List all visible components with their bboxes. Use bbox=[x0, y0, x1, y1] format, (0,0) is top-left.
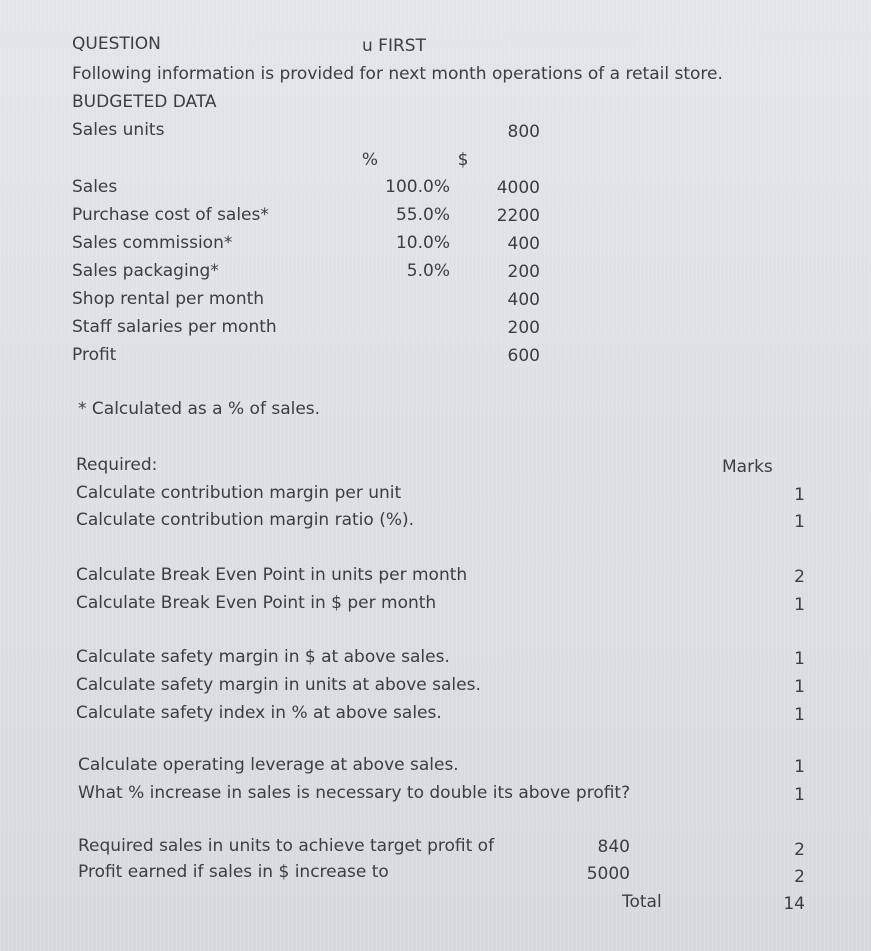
requirement-marks: 1 bbox=[794, 512, 805, 532]
requirement-text: Calculate safety margin in units at above sales. bbox=[76, 675, 481, 695]
requirement-text: Calculate safety index in % at above sales. bbox=[76, 703, 442, 723]
row-amount: 200 bbox=[507, 262, 540, 282]
student-name: u FIRST bbox=[362, 36, 426, 56]
requirement-text: Required sales in units to achieve target profit of bbox=[78, 836, 495, 856]
row-amount: 200 bbox=[507, 318, 540, 338]
row-amount: 2200 bbox=[496, 206, 540, 226]
row-label: Purchase cost of sales* bbox=[72, 205, 269, 225]
row-label: Staff salaries per month bbox=[72, 317, 277, 337]
row-amount: 400 bbox=[507, 234, 540, 254]
sales-units-label: Sales units bbox=[72, 120, 165, 140]
footnote: * Calculated as a % of sales. bbox=[78, 399, 321, 419]
required-heading: Required: bbox=[76, 455, 158, 475]
percent-column-header: % bbox=[361, 150, 379, 170]
requirement-text: Calculate safety margin in $ at above sales. bbox=[76, 647, 450, 667]
requirement-text: Profit earned if sales in $ increase to bbox=[78, 862, 389, 882]
requirement-marks: 1 bbox=[794, 677, 805, 697]
row-label: Sales commission* bbox=[72, 233, 233, 253]
requirement-marks: 1 bbox=[794, 705, 805, 725]
row-label: Profit bbox=[72, 345, 117, 365]
row-percent: 55.0% bbox=[395, 205, 450, 225]
requirement-text: Calculate operating leverage at above sales. bbox=[78, 755, 459, 775]
requirement-marks: 2 bbox=[794, 840, 805, 860]
requirement-text: Calculate contribution margin ratio (%). bbox=[76, 510, 415, 530]
row-label: Shop rental per month bbox=[72, 289, 265, 309]
dollar-column-header: $ bbox=[457, 150, 469, 170]
total-label: Total bbox=[622, 892, 662, 912]
row-amount: 4000 bbox=[496, 178, 540, 198]
requirement-marks: 1 bbox=[794, 595, 805, 615]
requirement-marks: 1 bbox=[794, 649, 805, 669]
requirement-text: Calculate Break Even Point in $ per month bbox=[76, 593, 437, 613]
row-label: Sales packaging* bbox=[72, 261, 219, 281]
row-amount: 400 bbox=[507, 290, 540, 310]
row-percent: 100.0% bbox=[385, 177, 450, 197]
marks-header: Marks bbox=[722, 457, 773, 477]
question-heading: QUESTION bbox=[72, 34, 161, 54]
requirement-text: What % increase in sales is necessary to double its above profit? bbox=[78, 783, 631, 803]
requirement-marks: 1 bbox=[794, 485, 805, 505]
requirement-marks: 2 bbox=[794, 867, 805, 887]
row-label: Sales bbox=[72, 177, 118, 197]
row-percent: 10.0% bbox=[395, 233, 450, 253]
requirement-marks: 2 bbox=[794, 567, 805, 587]
sales-units-value: 800 bbox=[507, 122, 540, 142]
budgeted-data-heading: BUDGETED DATA bbox=[72, 92, 217, 112]
row-amount: 600 bbox=[507, 346, 540, 366]
intro-text: Following information is provided for next month operations of a retail store. bbox=[72, 64, 723, 84]
row-percent: 5.0% bbox=[406, 261, 450, 281]
sales-increase-value: 5000 bbox=[586, 864, 630, 884]
requirement-text: Calculate Break Even Point in units per month bbox=[76, 565, 468, 585]
requirement-text: Calculate contribution margin per unit bbox=[76, 483, 402, 503]
total-marks: 14 bbox=[783, 894, 805, 914]
target-profit-value: 840 bbox=[597, 837, 630, 857]
requirement-marks: 1 bbox=[794, 757, 805, 777]
requirement-marks: 1 bbox=[794, 785, 805, 805]
